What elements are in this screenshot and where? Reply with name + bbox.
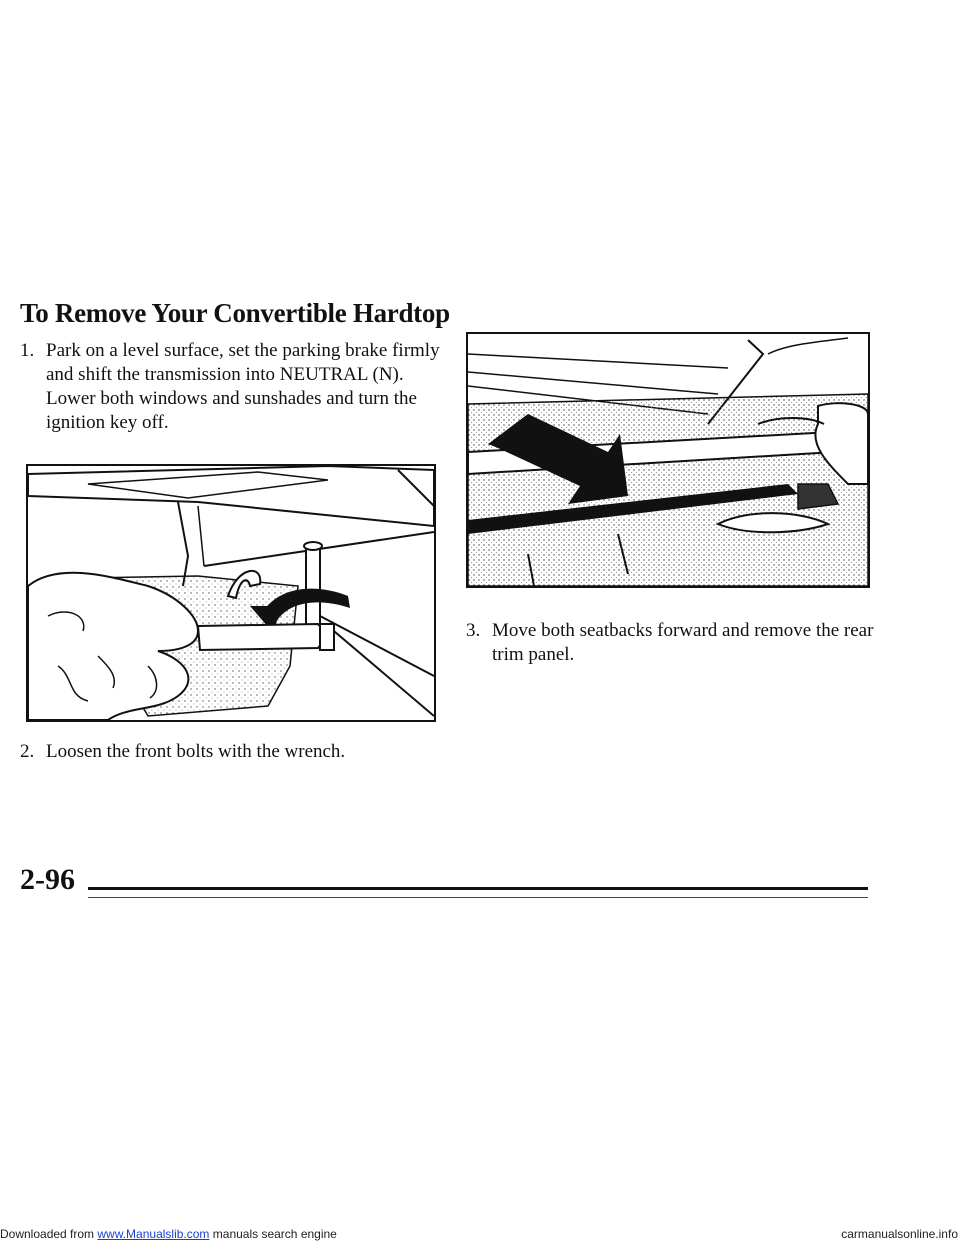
step-line: Lower both windows and sunshades and turn the xyxy=(46,388,417,409)
step-line: ignition key off. xyxy=(46,412,169,433)
step-text xyxy=(492,619,873,667)
step-line: Park on a level surface, set the parking brake firmly xyxy=(46,340,440,361)
download-banner xyxy=(0,1227,960,1242)
step-text xyxy=(46,339,440,435)
step-line: Loosen the front bolts with the wrench. xyxy=(46,741,346,762)
step-line: and shift the transmission into NEUTRAL (N). xyxy=(46,364,404,385)
step-number: 3. xyxy=(466,620,481,641)
banner-prefix: Downloaded from xyxy=(0,1227,98,1241)
page-number: 2-96 xyxy=(20,863,75,896)
illustration-wrench-front-bolt xyxy=(26,464,436,722)
step-text xyxy=(46,740,345,764)
step-line: trim panel. xyxy=(492,644,575,665)
download-banner-text xyxy=(0,1227,337,1241)
carmanualsonline-watermark: carmanualsonline.info xyxy=(841,1227,958,1241)
footer-rule-thick xyxy=(88,887,868,890)
step-number: 1. xyxy=(20,340,35,361)
footer-rule-thin xyxy=(88,897,868,898)
manualslib-link[interactable]: www.Manualslib.com xyxy=(97,1227,210,1241)
step-line: Move both seatbacks forward and remove the rear xyxy=(492,620,874,641)
page-title: To Remove Your Convertible Hardtop xyxy=(20,298,450,328)
banner-suffix: manuals search engine xyxy=(209,1227,337,1241)
step-number: 2. xyxy=(20,741,35,762)
illustration-rear-trim-panel xyxy=(466,332,870,588)
